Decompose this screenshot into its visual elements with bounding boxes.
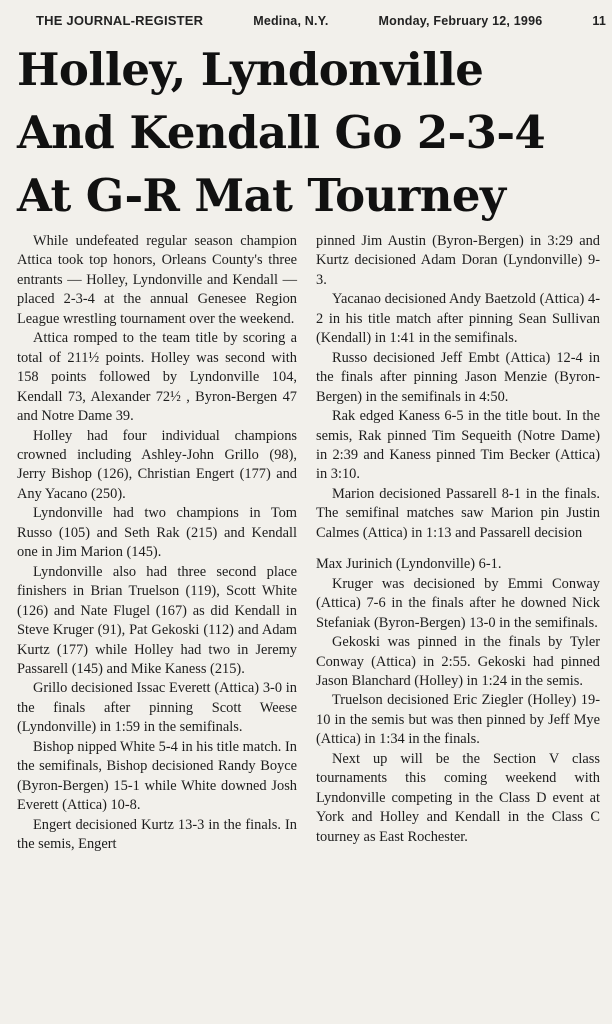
paragraph: Max Jurinich (Lyndonville) 6-1. <box>316 556 502 573</box>
paragraph: Rak edged Kaness 6-5 in the title bout. In the semis, Rak pinned Tim Sequeith (Notre Dame) in 2:39 and Kaness pinned Tim Becker (Attica) in 3:10. <box>316 408 600 483</box>
article-column-left <box>17 232 297 855</box>
paragraph: Lyndonville also had three second place finishers in Brian Truelson (119), Scott White (126) and Nate Flugel (167) as did Kendall in Steve Kruger (91), Pat Gekoski (112) and Adam Kurtz (177) while Holley had two in Jeremy Passarell (145) and Mike Kaness (215). <box>17 563 297 677</box>
newspaper-name: THE JOURNAL-REGISTER <box>36 13 204 28</box>
paragraph: Kruger was decisioned by Emmi Conway (Attica) 7-6 in the finals after he downed Nick Stefaniak (Byron-Bergen) 13-0 in the semifinals. <box>316 575 600 631</box>
paragraph: Gekoski was pinned in the finals by Tyler Conway (Attica) in 2:55. Gekoski had pinned Jason Blanchard (Holley) in 1:24 in the semis. <box>316 634 600 689</box>
paragraph: Attica romped to the team title by scoring a total of 211½ points. Holley was second with 158 points followed by Lyndonville 104, Kendall 73, Alexander 72½ , Byron-Bergen 47 and Notre Dame 39. <box>17 330 297 425</box>
headline-line-1: Holley, Lyndonville <box>17 43 484 96</box>
paragraph: pinned Jim Austin (Byron-Bergen) in 3:29 and Kurtz decisioned Adam Doran (Lyndonville) 9-3. <box>316 233 600 288</box>
dateline-location: Medina, N.Y. <box>253 14 329 28</box>
paragraph: Marion decisioned Passarell 8-1 in the finals. The semifinal matches saw Marion pin Justin Calmes (Attica) in 1:13 and Passarell decision <box>316 485 600 541</box>
paragraph: Russo decisioned Jeff Embt (Attica) 12-4 in the finals after pinning Jason Menzie (Byron-Bergen) in the semifinals in 4:50. <box>316 349 600 405</box>
paragraph: Truelson decisioned Eric Ziegler (Holley) 19-10 in the semis but was then pinned by Jeff Mye (Attica) in 1:34 in the finals. <box>316 692 600 748</box>
paragraph: Holley had four individual champions crowned including Ashley-John Grillo (98), Jerry Bishop (126), Christian Engert (177) and Any Yacano (250). <box>17 427 297 502</box>
article-column-right <box>316 232 600 847</box>
paragraph: Yacanao decisioned Andy Baetzold (Attica) 4-2 in his title match after pinning Sean Sullivan (Kendall) in 1:41 in the semifinals. <box>316 291 600 347</box>
paragraph: Lyndonville had two champions in Tom Russo (105) and Seth Rak (215) and Kendall one in Jim Marion (145). <box>17 505 297 561</box>
headline-line-2: And Kendall Go 2-3-4 <box>17 106 546 159</box>
paragraph: Grillo decisioned Issac Everett (Attica) 3-0 in the finals after pinning Scott Weese (Lyndonville) in 1:59 in the semifinals. <box>17 680 297 736</box>
paragraph: Next up will be the Section V class tournaments this coming weekend with Lyndonville competing in the Class D event at York and Holley and Kendall in the Class C tourney as East Rochester. <box>316 750 600 845</box>
paragraph: Engert decisioned Kurtz 13-3 in the finals. In the semis, Engert <box>17 816 297 853</box>
headline-line-3: At G-R Mat Tourney <box>17 169 506 222</box>
headline <box>17 38 592 227</box>
masthead <box>36 13 606 28</box>
paragraph: Bishop nipped White 5-4 in his title match. In the semifinals, Bishop decisioned Randy Boyce (Byron-Bergen) 15-1 while White downed Josh Everett (Attica) 10-8. <box>17 738 297 814</box>
dateline-date: Monday, February 12, 1996 <box>378 14 543 28</box>
paragraph: While undefeated regular season champion Attica took top honors, Orleans County's three entrants — Holley, Lyndonville and Kendall — placed 2-3-4 at the annual Genesee Region League wrestling tournament over the weekend. <box>17 233 297 327</box>
page-number: 11 <box>592 14 606 28</box>
